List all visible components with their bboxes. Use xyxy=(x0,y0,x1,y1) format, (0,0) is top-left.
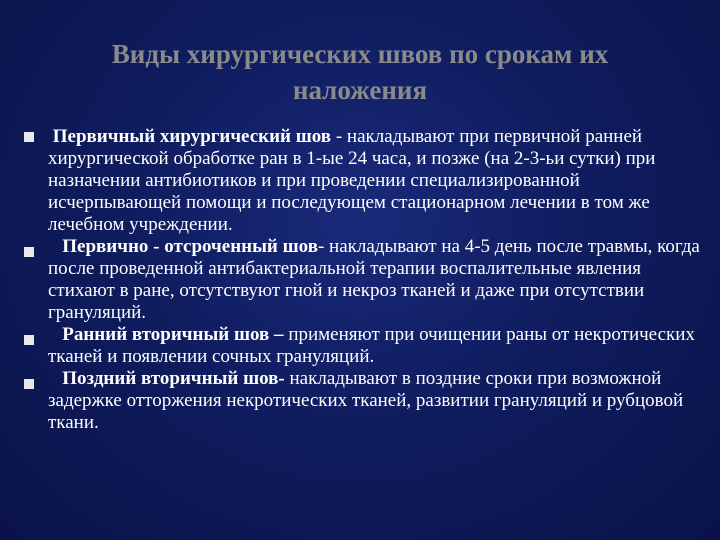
square-bullet-icon xyxy=(24,132,34,142)
text-primary: - накладывают при первичной ранней хирургической обработке ран в 1-ые 24 часа, и позже (на 2-3-ьи сутки) при назначении антибиотиков и при проведении специализированной исчерпывающей помощи и последующем стационарном лечении в том же лечебном учреждении. xyxy=(48,126,656,235)
bullet-item-primary xyxy=(20,126,700,236)
slide-title xyxy=(40,36,680,108)
title-line-1: Виды хирургических швов по срокам их xyxy=(111,39,609,69)
term-primary: Первичный хирургический шов xyxy=(52,126,332,147)
bullet-item-late-secondary xyxy=(20,368,700,434)
bullet-item-delayed-primary xyxy=(20,236,700,324)
term-delayed-primary: Первично - отсроченный шов xyxy=(62,236,318,257)
text-early-secondary: применяют при очищении раны от некротических тканей и появлении сочных грануляций. xyxy=(48,324,695,367)
square-bullet-icon xyxy=(24,379,34,389)
square-bullet-icon xyxy=(24,247,34,257)
text-delayed-primary: - накладывают на 4-5 день после травмы, когда после проведенной антибактериальной терапии воспалительные явления стихают в ране, отсутствуют гной и некроз тканей и даже при отсутствии грануляций. xyxy=(48,236,700,323)
text-late-secondary: накладывают в поздние сроки при возможной задержке отторжения некротических тканей, развитии грануляций и рубцовой ткани. xyxy=(48,368,684,433)
bullet-list xyxy=(20,126,700,434)
bullet-item-early-secondary xyxy=(20,324,700,368)
term-early-secondary: Ранний вторичный шов – xyxy=(62,324,284,345)
square-bullet-icon xyxy=(24,335,34,345)
title-line-2: наложения xyxy=(292,75,428,105)
term-late-secondary: Поздний вторичный шов- xyxy=(62,368,285,389)
